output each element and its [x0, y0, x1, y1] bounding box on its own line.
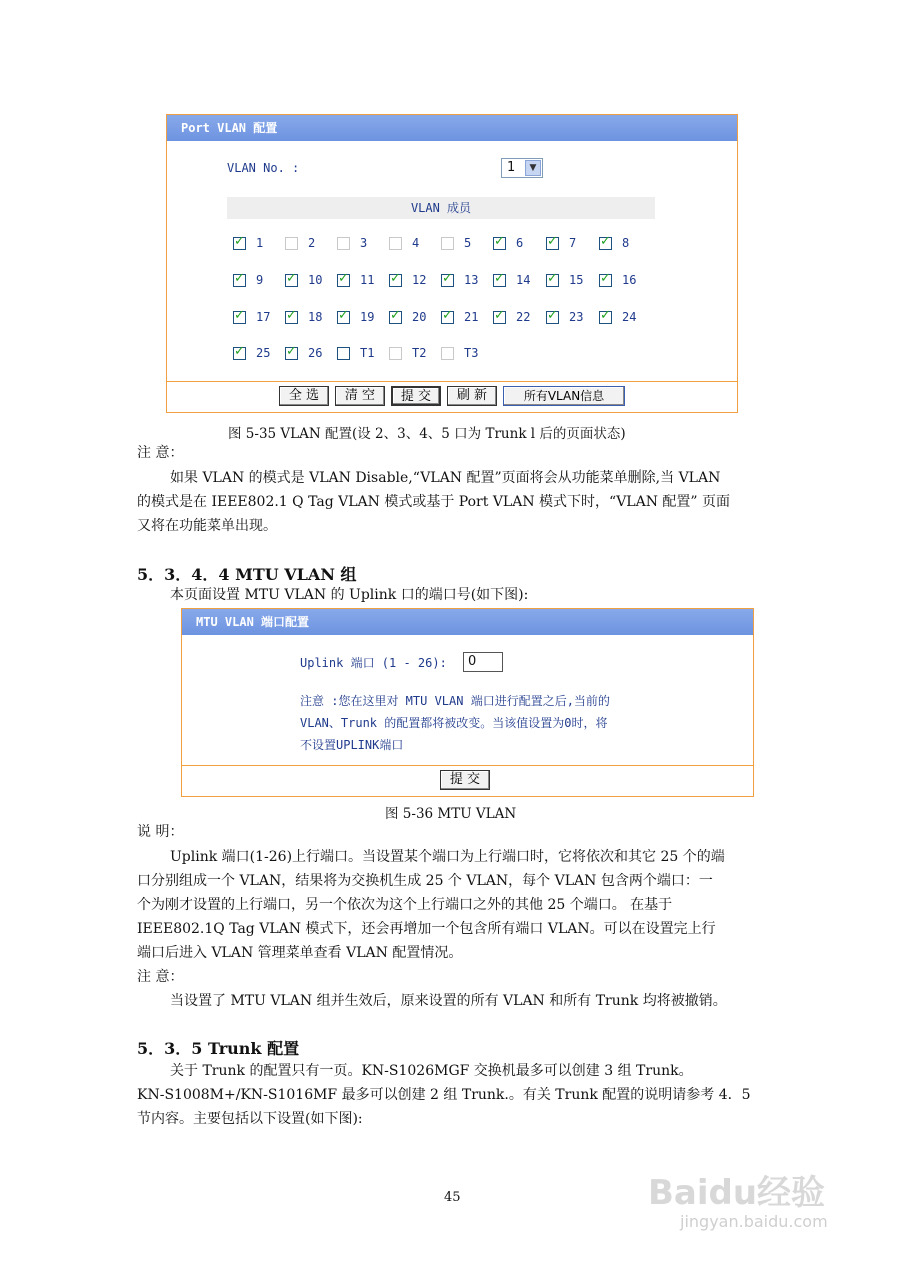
port-label: 23 [569, 310, 584, 324]
port-checkbox[interactable] [337, 274, 350, 287]
vlan-no-select[interactable] [501, 158, 543, 178]
mtu-vlan-title: MTU VLAN 端口配置 [182, 609, 753, 635]
section-heading-535: 5．3．5 Trunk 配置 [137, 1039, 300, 1058]
port-checkbox[interactable] [233, 274, 246, 287]
port-checkbox[interactable] [599, 237, 612, 250]
port-label: 10 [308, 273, 323, 287]
port-label: 2 [308, 236, 316, 250]
port-checkbox[interactable] [546, 311, 559, 324]
port-checkbox[interactable] [389, 311, 402, 324]
port-checkbox[interactable] [441, 237, 454, 250]
explain-line-3: 个为刚才设置的上行端口，另一个依次为这个上行端口之外的其他 25 个端口。 在基于 [137, 897, 673, 913]
port-checkbox[interactable] [337, 237, 350, 250]
port-label: 1 [256, 236, 264, 250]
port-checkbox[interactable] [493, 237, 506, 250]
uplink-port-label: Uplink 端口 (1 - 26): [300, 656, 447, 670]
port-checkbox[interactable] [233, 311, 246, 324]
vlan-no-label: VLAN No. : [227, 161, 300, 175]
explain-label: 说 明： [137, 824, 184, 840]
port-checkbox[interactable] [233, 347, 246, 360]
all-vlan-info-button[interactable]: 所有VLAN信息 [503, 386, 625, 406]
note-label-1: 注 意： [137, 445, 184, 461]
note-1-line-1: 如果 VLAN 的模式是 VLAN Disable,“VLAN 配置”页面将会从功能菜单删除,当 VLAN [170, 470, 721, 486]
port-label: 21 [464, 310, 479, 324]
port-checkbox[interactable] [285, 274, 298, 287]
port-checkbox[interactable] [337, 347, 350, 360]
mtu-vlan-panel [181, 608, 754, 797]
vlan-members-header: VLAN 成员 [227, 197, 655, 219]
port-label: T1 [360, 346, 375, 360]
port-checkbox[interactable] [599, 274, 612, 287]
port-label: 20 [412, 310, 427, 324]
port-label: 24 [622, 310, 637, 324]
port-label: 26 [308, 346, 323, 360]
note-label-2: 注 意： [137, 969, 184, 985]
mtu-note-line-1: 注意 :您在这里对 MTU VLAN 端口进行配置之后,当前的 [300, 694, 610, 708]
figure-caption-5-36: 图 5-36 MTU VLAN [385, 806, 517, 822]
port-label: 5 [464, 236, 472, 250]
vlan-no-value: 1 [507, 160, 516, 175]
note-2-text: 当设置了 MTU VLAN 组并生效后，原来设置的所有 VLAN 和所有 Trunk 均将被撤销。 [170, 993, 727, 1009]
mtu-note-line-2: VLAN、Trunk 的配置都将被改变。当该值设置为0时，将 [300, 716, 608, 730]
port-checkbox[interactable] [389, 347, 402, 360]
explain-line-5: 端口后进入 VLAN 管理菜单查看 VLAN 配置情况。 [137, 945, 463, 961]
port-checkbox[interactable] [285, 311, 298, 324]
figure-caption-5-35: 图 5-35 VLAN 配置(设 2、3、4、5 口为 Trunk l 后的页面状态) [228, 426, 626, 442]
port-checkbox[interactable] [493, 274, 506, 287]
port-checkbox[interactable] [546, 274, 559, 287]
note-1-line-3: 又将在功能菜单出现。 [137, 518, 277, 534]
select-all-button[interactable]: 全 选 [279, 386, 329, 406]
explain-line-2: 口分别组成一个 VLAN，结果将为交换机生成 25 个 VLAN，每个 VLAN 包含两个端口：一 [137, 873, 713, 889]
port-checkbox[interactable] [285, 237, 298, 250]
port-label: 9 [256, 273, 264, 287]
clear-button[interactable]: 清 空 [335, 386, 385, 406]
vlan-button-bar [167, 381, 737, 412]
port-checkbox[interactable] [546, 237, 559, 250]
page-number: 45 [444, 1190, 461, 1205]
mtu-button-bar [182, 765, 753, 796]
port-label: 25 [256, 346, 271, 360]
section-heading-5344: 5．3．4．4 MTU VLAN 组 [137, 565, 357, 584]
port-label: 12 [412, 273, 427, 287]
port-vlan-title: Port VLAN 配置 [167, 115, 737, 141]
port-label: 22 [516, 310, 531, 324]
trunk-line-1: 关于 Trunk 的配置只有一页。KN-S1026MGF 交换机最多可以创建 3 组 Trunk。 [170, 1063, 693, 1079]
section-5344-intro: 本页面设置 MTU VLAN 的 Uplink 口的端口号(如下图): [170, 587, 529, 603]
refresh-button[interactable]: 刷 新 [447, 386, 497, 406]
mtu-submit-button[interactable]: 提 交 [440, 770, 490, 790]
port-checkbox[interactable] [441, 274, 454, 287]
port-checkbox[interactable] [337, 311, 350, 324]
port-label: 13 [464, 273, 479, 287]
port-checkbox[interactable] [441, 347, 454, 360]
port-checkbox[interactable] [285, 347, 298, 360]
chevron-down-icon[interactable]: ▼ [525, 160, 541, 176]
uplink-port-input[interactable]: 0 [463, 652, 503, 672]
mtu-note-line-3: 不设置UPLINK端口 [300, 738, 404, 752]
baidu-watermark-logo: Baidu经验 [648, 1173, 826, 1213]
port-label: T2 [412, 346, 427, 360]
submit-button[interactable]: 提 交 [391, 386, 441, 406]
port-vlan-panel [166, 114, 738, 413]
port-checkbox[interactable] [599, 311, 612, 324]
port-label: 14 [516, 273, 531, 287]
port-label: 7 [569, 236, 577, 250]
port-label: 19 [360, 310, 375, 324]
explain-line-4: IEEE802.1Q Tag VLAN 模式下，还会再增加一个包含所有端口 VLAN。可以在设置完上行 [137, 921, 716, 937]
port-label: 4 [412, 236, 420, 250]
port-label: 8 [622, 236, 630, 250]
port-checkbox[interactable] [493, 311, 506, 324]
port-checkbox[interactable] [441, 311, 454, 324]
port-label: T3 [464, 346, 479, 360]
note-1-line-2: 的模式是在 IEEE802.1 Q Tag VLAN 模式或基于 Port VLAN 模式下时，“VLAN 配置” 页面 [137, 494, 731, 510]
trunk-line-3: 节内容。主要包括以下设置(如下图): [137, 1111, 363, 1127]
port-checkbox[interactable] [389, 274, 402, 287]
port-checkbox[interactable] [233, 237, 246, 250]
port-label: 3 [360, 236, 368, 250]
port-label: 17 [256, 310, 271, 324]
port-label: 18 [308, 310, 323, 324]
port-label: 16 [622, 273, 637, 287]
port-label: 11 [360, 273, 375, 287]
explain-line-1: Uplink 端口(1-26)上行端口。当设置某个端口为上行端口时，它将依次和其它 25 个的端 [170, 849, 725, 865]
port-label: 6 [516, 236, 524, 250]
port-checkbox[interactable] [389, 237, 402, 250]
port-label: 15 [569, 273, 584, 287]
baidu-watermark-url: jingyan.baidu.com [680, 1212, 828, 1231]
trunk-line-2: KN-S1008M+/KN-S1016MF 最多可以创建 2 组 Trunk.。有关 Trunk 配置的说明请参考 4．5 [137, 1087, 751, 1103]
